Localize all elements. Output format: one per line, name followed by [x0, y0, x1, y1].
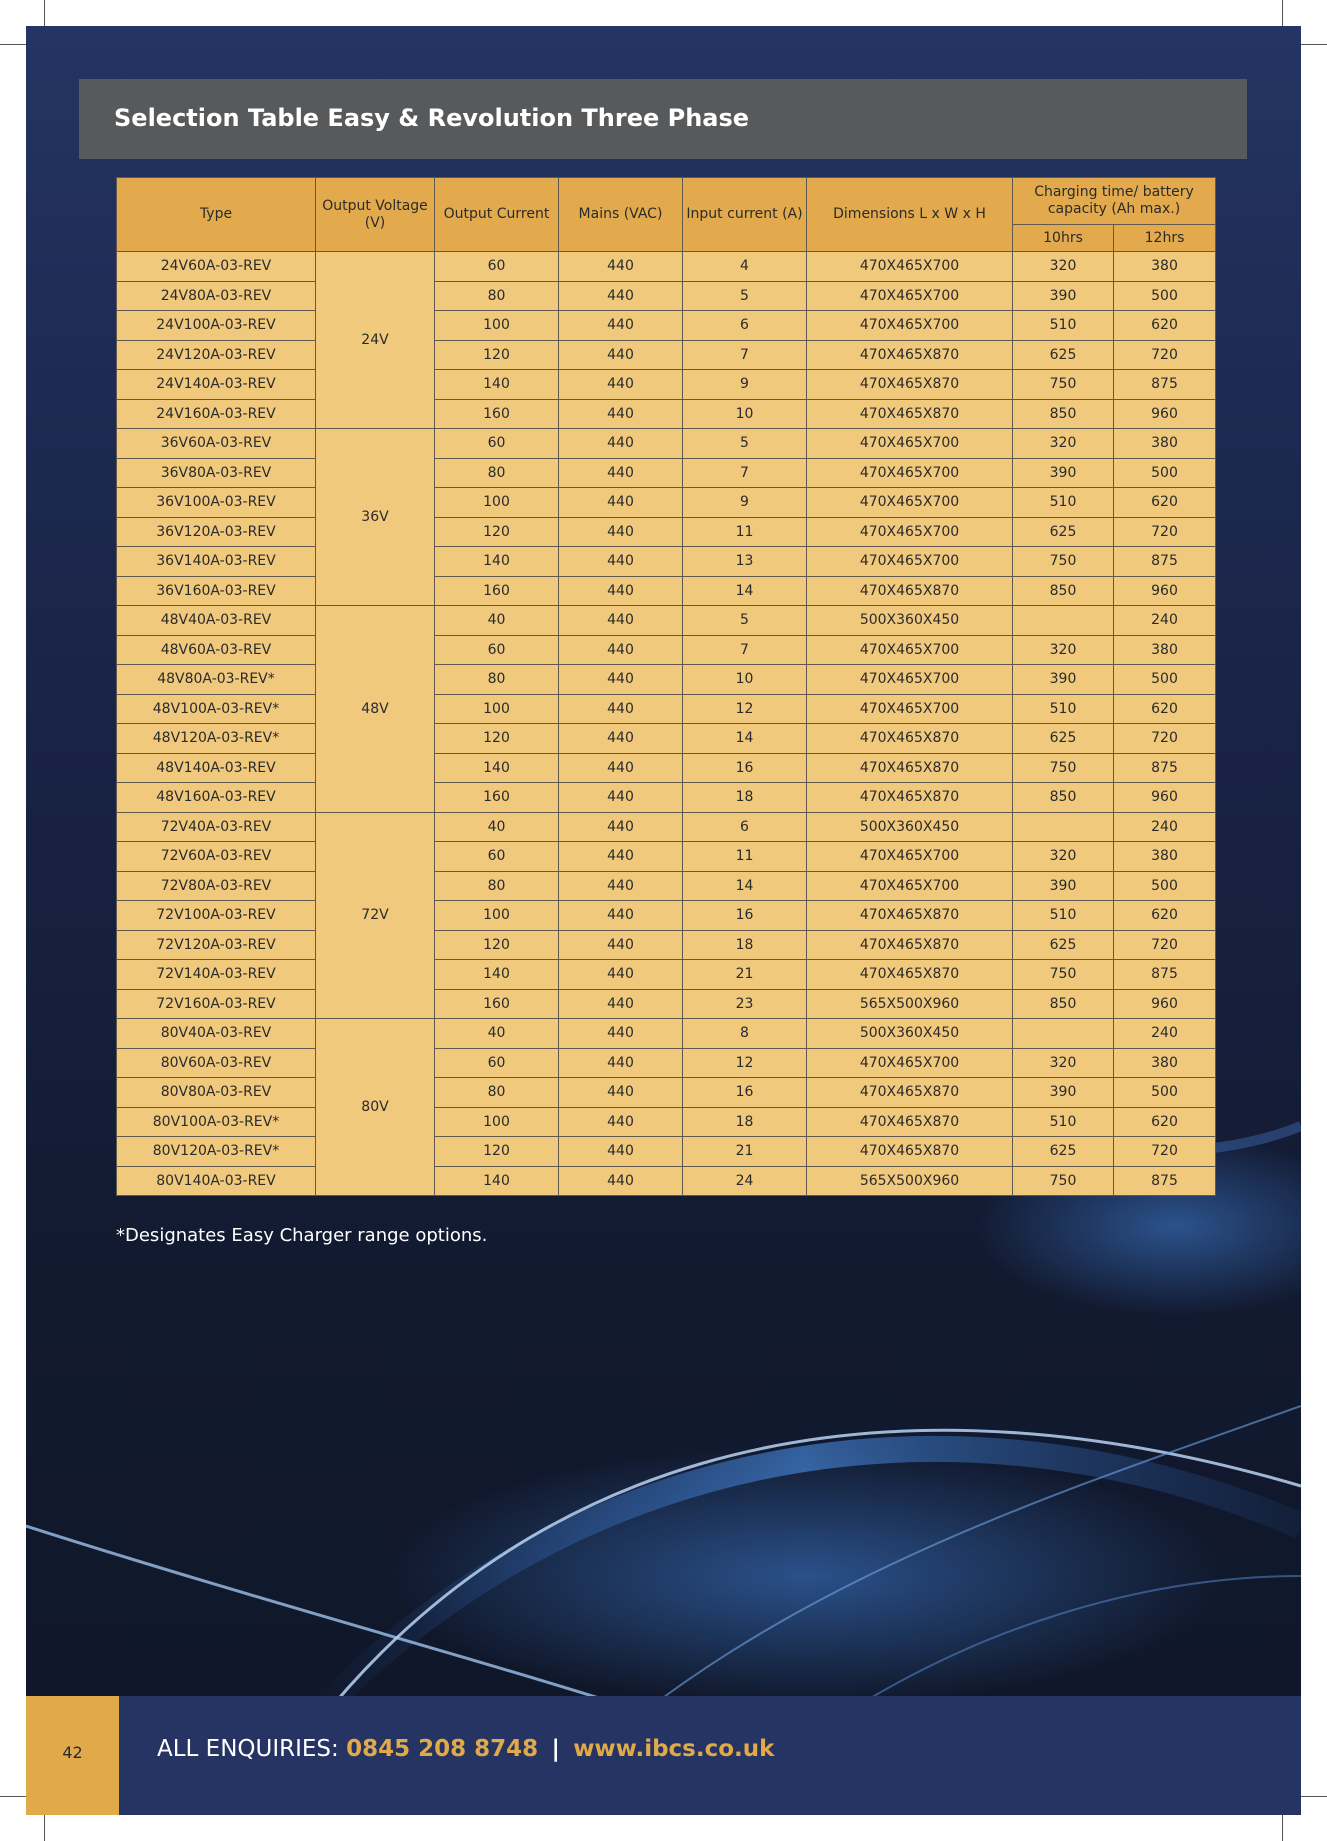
- cell-dimensions: 470X465X870: [807, 753, 1013, 783]
- cell-mains: 440: [559, 311, 683, 341]
- cell-type: 80V60A-03-REV: [117, 1048, 316, 1078]
- cell-12hrs: 380: [1114, 1048, 1216, 1078]
- cell-dimensions: 470X465X870: [807, 1107, 1013, 1137]
- cell-mains: 440: [559, 1166, 683, 1196]
- cell-10hrs: 320: [1013, 842, 1114, 872]
- table-row: [117, 1019, 1216, 1049]
- cell-output-current: 80: [435, 665, 559, 695]
- cell-10hrs: 850: [1013, 399, 1114, 429]
- cell-type: 36V160A-03-REV: [117, 576, 316, 606]
- cell-type: 80V80A-03-REV: [117, 1078, 316, 1108]
- header-dimensions: Dimensions L x W x H: [807, 178, 1013, 252]
- table-row: [117, 1166, 1216, 1196]
- cell-10hrs: 625: [1013, 724, 1114, 754]
- header-charging-time: Charging time/ battery capacity (Ah max.): [1013, 178, 1216, 225]
- cell-dimensions: 470X465X870: [807, 399, 1013, 429]
- cell-input-current: 7: [683, 458, 807, 488]
- cell-mains: 440: [559, 724, 683, 754]
- table-row: [117, 989, 1216, 1019]
- table-row: [117, 547, 1216, 577]
- table-row: [117, 1048, 1216, 1078]
- cell-type: 80V120A-03-REV*: [117, 1137, 316, 1167]
- cell-dimensions: 470X465X870: [807, 370, 1013, 400]
- cell-12hrs: 500: [1114, 1078, 1216, 1108]
- cell-12hrs: 875: [1114, 753, 1216, 783]
- cell-12hrs: 620: [1114, 488, 1216, 518]
- cell-dimensions: 470X465X700: [807, 547, 1013, 577]
- cell-mains: 440: [559, 547, 683, 577]
- enquiries-line: [157, 1736, 774, 1762]
- page-number-box: [26, 1696, 119, 1815]
- cell-type: 48V140A-03-REV: [117, 753, 316, 783]
- footer-separator: |: [551, 1736, 560, 1762]
- cell-type: 48V120A-03-REV*: [117, 724, 316, 754]
- table-row: [117, 1137, 1216, 1167]
- cell-mains: 440: [559, 252, 683, 282]
- brochure-page: [26, 26, 1301, 1815]
- table-row: [117, 665, 1216, 695]
- crop-mark: [1301, 44, 1327, 45]
- page-number: 42: [62, 1743, 83, 1762]
- header-input-current: Input current (A): [683, 178, 807, 252]
- cell-input-current: 23: [683, 989, 807, 1019]
- cell-dimensions: 470X465X700: [807, 517, 1013, 547]
- footnote: *Designates Easy Charger range options.: [116, 1225, 488, 1246]
- cell-output-current: 140: [435, 1166, 559, 1196]
- cell-input-current: 11: [683, 842, 807, 872]
- table-row: [117, 576, 1216, 606]
- cell-dimensions: 470X465X870: [807, 576, 1013, 606]
- header-output-current: Output Current: [435, 178, 559, 252]
- cell-type: 72V100A-03-REV: [117, 901, 316, 931]
- cell-12hrs: 720: [1114, 340, 1216, 370]
- cell-type: 36V140A-03-REV: [117, 547, 316, 577]
- cell-10hrs: 625: [1013, 1137, 1114, 1167]
- cell-type: 24V60A-03-REV: [117, 252, 316, 282]
- cell-mains: 440: [559, 842, 683, 872]
- cell-output-current: 120: [435, 724, 559, 754]
- cell-output-current: 120: [435, 930, 559, 960]
- cell-input-current: 11: [683, 517, 807, 547]
- cell-mains: 440: [559, 606, 683, 636]
- light-swirl-background: [26, 1106, 1301, 1726]
- cell-mains: 440: [559, 1078, 683, 1108]
- header-output-voltage: Output Voltage (V): [316, 178, 435, 252]
- cell-12hrs: 380: [1114, 429, 1216, 459]
- cell-output-current: 160: [435, 783, 559, 813]
- header-12hrs: 12hrs: [1114, 225, 1216, 252]
- cell-12hrs: 720: [1114, 517, 1216, 547]
- phone-number[interactable]: 0845 208 8748: [346, 1736, 539, 1762]
- cell-input-current: 21: [683, 960, 807, 990]
- cell-dimensions: 470X465X700: [807, 635, 1013, 665]
- cell-type: 80V100A-03-REV*: [117, 1107, 316, 1137]
- cell-input-current: 16: [683, 901, 807, 931]
- cell-dimensions: 470X465X870: [807, 783, 1013, 813]
- cell-12hrs: 620: [1114, 901, 1216, 931]
- table-row: [117, 724, 1216, 754]
- cell-10hrs: 510: [1013, 1107, 1114, 1137]
- cell-10hrs: 850: [1013, 783, 1114, 813]
- cell-mains: 440: [559, 694, 683, 724]
- cell-output-current: 140: [435, 960, 559, 990]
- cell-input-current: 18: [683, 930, 807, 960]
- cell-output-voltage: 80V: [316, 1019, 435, 1196]
- cell-12hrs: 500: [1114, 665, 1216, 695]
- table-body: [117, 252, 1216, 1196]
- cell-12hrs: 240: [1114, 812, 1216, 842]
- cell-type: 48V40A-03-REV: [117, 606, 316, 636]
- cell-12hrs: 875: [1114, 547, 1216, 577]
- cell-12hrs: 380: [1114, 635, 1216, 665]
- cell-12hrs: 720: [1114, 724, 1216, 754]
- cell-output-current: 60: [435, 252, 559, 282]
- cell-10hrs: 390: [1013, 281, 1114, 311]
- cell-output-voltage: 36V: [316, 429, 435, 606]
- cell-output-current: 120: [435, 517, 559, 547]
- cell-mains: 440: [559, 930, 683, 960]
- cell-dimensions: 470X465X700: [807, 252, 1013, 282]
- cell-10hrs: 390: [1013, 458, 1114, 488]
- cell-output-current: 80: [435, 281, 559, 311]
- cell-mains: 440: [559, 665, 683, 695]
- cell-10hrs: 390: [1013, 871, 1114, 901]
- cell-10hrs: 850: [1013, 576, 1114, 606]
- page-title: Selection Table Easy & Revolution Three Phase: [114, 104, 750, 132]
- cell-output-current: 160: [435, 989, 559, 1019]
- cell-output-current: 40: [435, 1019, 559, 1049]
- cell-output-current: 120: [435, 340, 559, 370]
- cell-10hrs: 750: [1013, 370, 1114, 400]
- table-row: [117, 812, 1216, 842]
- cell-input-current: 10: [683, 399, 807, 429]
- cell-output-current: 100: [435, 901, 559, 931]
- cell-mains: 440: [559, 960, 683, 990]
- cell-output-current: 40: [435, 606, 559, 636]
- cell-12hrs: 500: [1114, 871, 1216, 901]
- cell-output-current: 140: [435, 547, 559, 577]
- cell-output-current: 80: [435, 458, 559, 488]
- cell-10hrs: [1013, 606, 1114, 636]
- cell-10hrs: [1013, 1019, 1114, 1049]
- cell-output-current: 80: [435, 871, 559, 901]
- cell-input-current: 18: [683, 783, 807, 813]
- cell-type: 24V160A-03-REV: [117, 399, 316, 429]
- cell-dimensions: 470X465X700: [807, 458, 1013, 488]
- cell-type: 72V80A-03-REV: [117, 871, 316, 901]
- header-mains: Mains (VAC): [559, 178, 683, 252]
- cell-output-current: 80: [435, 1078, 559, 1108]
- cell-output-voltage: 48V: [316, 606, 435, 813]
- table-row: [117, 753, 1216, 783]
- table-row: [117, 399, 1216, 429]
- cell-dimensions: 500X360X450: [807, 1019, 1013, 1049]
- table-row: [117, 606, 1216, 636]
- cell-dimensions: 470X465X870: [807, 960, 1013, 990]
- cell-mains: 440: [559, 488, 683, 518]
- cell-output-current: 100: [435, 488, 559, 518]
- cell-12hrs: 875: [1114, 370, 1216, 400]
- cell-10hrs: 390: [1013, 1078, 1114, 1108]
- cell-mains: 440: [559, 901, 683, 931]
- cell-mains: 440: [559, 783, 683, 813]
- cell-10hrs: 750: [1013, 547, 1114, 577]
- cell-dimensions: 470X465X870: [807, 724, 1013, 754]
- cell-12hrs: 960: [1114, 576, 1216, 606]
- cell-12hrs: 380: [1114, 842, 1216, 872]
- cell-output-current: 100: [435, 1107, 559, 1137]
- crop-mark: [44, 0, 45, 26]
- cell-input-current: 21: [683, 1137, 807, 1167]
- cell-type: 36V60A-03-REV: [117, 429, 316, 459]
- cell-mains: 440: [559, 340, 683, 370]
- cell-dimensions: 470X465X700: [807, 871, 1013, 901]
- cell-dimensions: 500X360X450: [807, 606, 1013, 636]
- cell-type: 80V40A-03-REV: [117, 1019, 316, 1049]
- table-row: [117, 783, 1216, 813]
- cell-10hrs: 510: [1013, 488, 1114, 518]
- table-row: [117, 1078, 1216, 1108]
- cell-output-current: 120: [435, 1137, 559, 1167]
- cell-10hrs: 850: [1013, 989, 1114, 1019]
- cell-12hrs: 875: [1114, 960, 1216, 990]
- cell-10hrs: 750: [1013, 1166, 1114, 1196]
- cell-output-current: 60: [435, 842, 559, 872]
- cell-mains: 440: [559, 1137, 683, 1167]
- footer-bar: [26, 1696, 1301, 1815]
- cell-12hrs: 500: [1114, 458, 1216, 488]
- table-row: [117, 311, 1216, 341]
- cell-12hrs: 960: [1114, 399, 1216, 429]
- cell-input-current: 13: [683, 547, 807, 577]
- table-row: [117, 458, 1216, 488]
- crop-mark: [1282, 1815, 1283, 1841]
- cell-type: 48V60A-03-REV: [117, 635, 316, 665]
- cell-mains: 440: [559, 370, 683, 400]
- cell-10hrs: 320: [1013, 635, 1114, 665]
- table-row: [117, 635, 1216, 665]
- cell-10hrs: 750: [1013, 960, 1114, 990]
- cell-input-current: 14: [683, 871, 807, 901]
- cell-mains: 440: [559, 753, 683, 783]
- table-row: [117, 340, 1216, 370]
- cell-input-current: 12: [683, 1048, 807, 1078]
- selection-table: [116, 177, 1216, 1196]
- cell-12hrs: 620: [1114, 311, 1216, 341]
- cell-output-voltage: 72V: [316, 812, 435, 1019]
- cell-dimensions: 500X360X450: [807, 812, 1013, 842]
- cell-mains: 440: [559, 399, 683, 429]
- table-row: [117, 281, 1216, 311]
- cell-dimensions: 470X465X700: [807, 429, 1013, 459]
- table-row: [117, 960, 1216, 990]
- cell-12hrs: 500: [1114, 281, 1216, 311]
- header-type: Type: [117, 178, 316, 252]
- cell-type: 72V140A-03-REV: [117, 960, 316, 990]
- cell-input-current: 8: [683, 1019, 807, 1049]
- cell-mains: 440: [559, 635, 683, 665]
- cell-input-current: 9: [683, 488, 807, 518]
- table-row: [117, 1107, 1216, 1137]
- cell-input-current: 16: [683, 1078, 807, 1108]
- cell-dimensions: 470X465X700: [807, 281, 1013, 311]
- cell-12hrs: 380: [1114, 252, 1216, 282]
- table-row: [117, 488, 1216, 518]
- table-row: [117, 901, 1216, 931]
- cell-input-current: 5: [683, 281, 807, 311]
- cell-mains: 440: [559, 989, 683, 1019]
- website-link[interactable]: www.ibcs.co.uk: [573, 1736, 775, 1762]
- cell-output-current: 100: [435, 311, 559, 341]
- cell-10hrs: 510: [1013, 901, 1114, 931]
- cell-dimensions: 470X465X700: [807, 842, 1013, 872]
- cell-12hrs: 720: [1114, 930, 1216, 960]
- cell-type: 72V40A-03-REV: [117, 812, 316, 842]
- table-row: [117, 517, 1216, 547]
- cell-output-current: 100: [435, 694, 559, 724]
- cell-output-current: 140: [435, 370, 559, 400]
- cell-10hrs: 510: [1013, 694, 1114, 724]
- cell-10hrs: 320: [1013, 252, 1114, 282]
- cell-input-current: 6: [683, 812, 807, 842]
- cell-output-current: 60: [435, 1048, 559, 1078]
- table-row: [117, 930, 1216, 960]
- cell-mains: 440: [559, 871, 683, 901]
- cell-output-current: 160: [435, 576, 559, 606]
- cell-mains: 440: [559, 458, 683, 488]
- table-row: [117, 842, 1216, 872]
- cell-mains: 440: [559, 1107, 683, 1137]
- cell-10hrs: 390: [1013, 665, 1114, 695]
- cell-input-current: 14: [683, 576, 807, 606]
- cell-10hrs: 750: [1013, 753, 1114, 783]
- table-row: [117, 694, 1216, 724]
- cell-type: 72V160A-03-REV: [117, 989, 316, 1019]
- cell-type: 24V140A-03-REV: [117, 370, 316, 400]
- table-row: [117, 429, 1216, 459]
- cell-input-current: 5: [683, 606, 807, 636]
- cell-input-current: 14: [683, 724, 807, 754]
- crop-mark: [1301, 1796, 1327, 1797]
- cell-input-current: 10: [683, 665, 807, 695]
- cell-output-current: 140: [435, 753, 559, 783]
- cell-mains: 440: [559, 429, 683, 459]
- cell-10hrs: 625: [1013, 340, 1114, 370]
- cell-12hrs: 620: [1114, 694, 1216, 724]
- cell-input-current: 12: [683, 694, 807, 724]
- cell-mains: 440: [559, 281, 683, 311]
- cell-mains: 440: [559, 517, 683, 547]
- cell-mains: 440: [559, 1019, 683, 1049]
- cell-dimensions: 470X465X700: [807, 694, 1013, 724]
- cell-mains: 440: [559, 1048, 683, 1078]
- cell-dimensions: 470X465X870: [807, 1078, 1013, 1108]
- cell-dimensions: 565X500X960: [807, 989, 1013, 1019]
- cell-dimensions: 470X465X870: [807, 901, 1013, 931]
- cell-12hrs: 875: [1114, 1166, 1216, 1196]
- cell-type: 36V100A-03-REV: [117, 488, 316, 518]
- crop-mark: [0, 1796, 26, 1797]
- cell-10hrs: 625: [1013, 517, 1114, 547]
- cell-type: 36V120A-03-REV: [117, 517, 316, 547]
- cell-12hrs: 720: [1114, 1137, 1216, 1167]
- cell-input-current: 7: [683, 635, 807, 665]
- cell-output-current: 160: [435, 399, 559, 429]
- cell-type: 24V80A-03-REV: [117, 281, 316, 311]
- cell-12hrs: 960: [1114, 989, 1216, 1019]
- cell-10hrs: 625: [1013, 930, 1114, 960]
- cell-12hrs: 240: [1114, 1019, 1216, 1049]
- cell-dimensions: 470X465X700: [807, 1048, 1013, 1078]
- cell-input-current: 4: [683, 252, 807, 282]
- cell-type: 48V160A-03-REV: [117, 783, 316, 813]
- cell-type: 48V100A-03-REV*: [117, 694, 316, 724]
- cell-dimensions: 470X465X700: [807, 488, 1013, 518]
- crop-mark: [0, 44, 26, 45]
- cell-type: 72V60A-03-REV: [117, 842, 316, 872]
- table-row: [117, 871, 1216, 901]
- cell-input-current: 16: [683, 753, 807, 783]
- cell-type: 72V120A-03-REV: [117, 930, 316, 960]
- cell-dimensions: 470X465X870: [807, 930, 1013, 960]
- cell-input-current: 6: [683, 311, 807, 341]
- cell-dimensions: 565X500X960: [807, 1166, 1013, 1196]
- title-bar: [79, 79, 1247, 159]
- cell-dimensions: 470X465X870: [807, 1137, 1013, 1167]
- cell-10hrs: 510: [1013, 311, 1114, 341]
- cell-type: 80V140A-03-REV: [117, 1166, 316, 1196]
- cell-output-current: 40: [435, 812, 559, 842]
- cell-input-current: 18: [683, 1107, 807, 1137]
- cell-input-current: 9: [683, 370, 807, 400]
- enquiries-label: ALL ENQUIRIES:: [157, 1736, 339, 1762]
- cell-mains: 440: [559, 812, 683, 842]
- cell-input-current: 24: [683, 1166, 807, 1196]
- cell-12hrs: 240: [1114, 606, 1216, 636]
- cell-output-voltage: 24V: [316, 252, 435, 429]
- cell-type: 24V120A-03-REV: [117, 340, 316, 370]
- table-row: [117, 370, 1216, 400]
- cell-mains: 440: [559, 576, 683, 606]
- cell-type: 24V100A-03-REV: [117, 311, 316, 341]
- cell-12hrs: 960: [1114, 783, 1216, 813]
- cell-10hrs: 320: [1013, 429, 1114, 459]
- cell-dimensions: 470X465X700: [807, 665, 1013, 695]
- crop-mark: [1282, 0, 1283, 26]
- cell-12hrs: 620: [1114, 1107, 1216, 1137]
- cell-output-current: 60: [435, 635, 559, 665]
- cell-dimensions: 470X465X870: [807, 340, 1013, 370]
- cell-input-current: 5: [683, 429, 807, 459]
- cell-type: 36V80A-03-REV: [117, 458, 316, 488]
- cell-10hrs: 320: [1013, 1048, 1114, 1078]
- crop-mark: [44, 1815, 45, 1841]
- cell-dimensions: 470X465X700: [807, 311, 1013, 341]
- cell-type: 48V80A-03-REV*: [117, 665, 316, 695]
- cell-10hrs: [1013, 812, 1114, 842]
- table-row: [117, 252, 1216, 282]
- cell-output-current: 60: [435, 429, 559, 459]
- cell-input-current: 7: [683, 340, 807, 370]
- header-10hrs: 10hrs: [1013, 225, 1114, 252]
